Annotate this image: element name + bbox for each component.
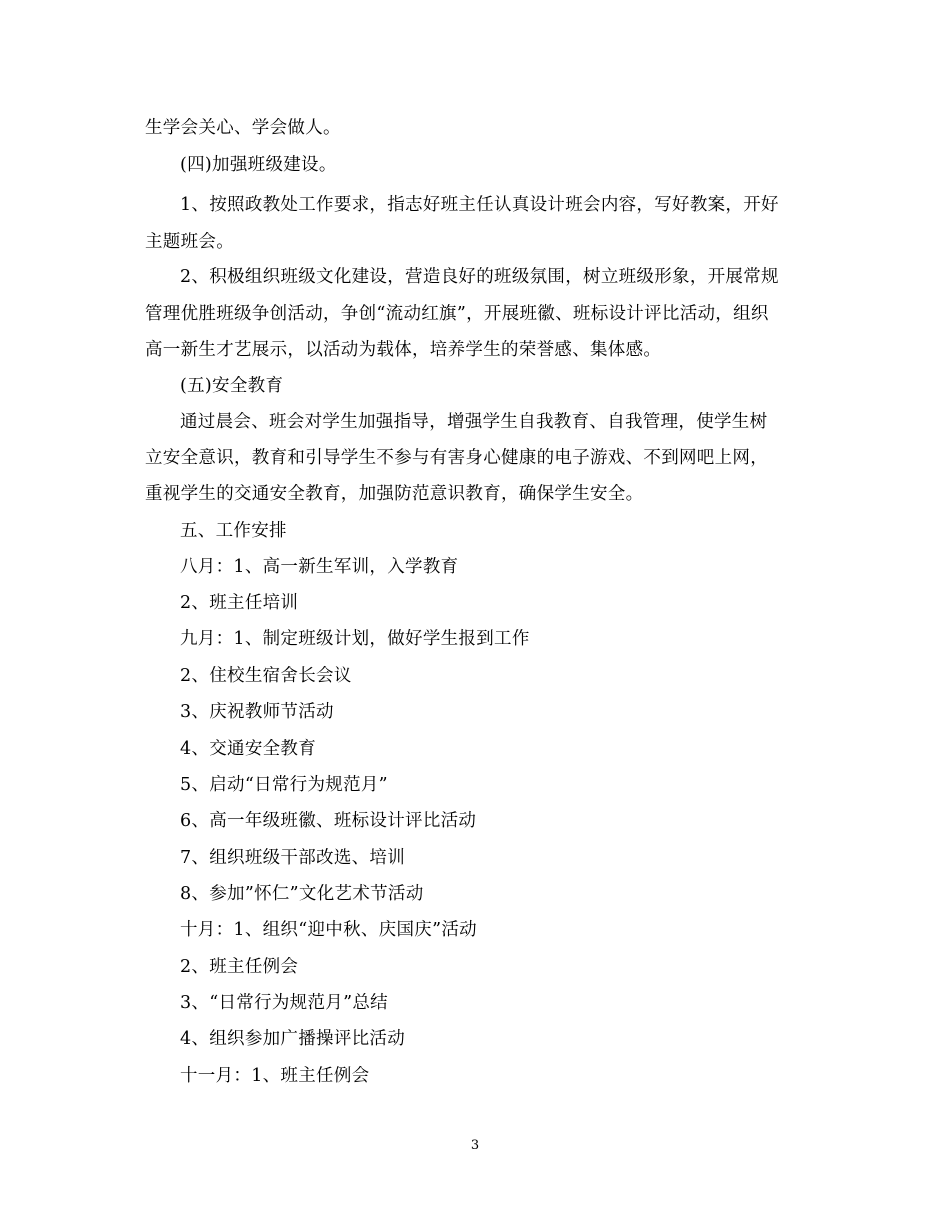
text-line: 通过晨会、班会对学生加强指导，增强学生自我教育、自我管理，使学生树 <box>180 412 768 432</box>
schedule-item: 7、组织班级干部改选、培训 <box>180 848 406 868</box>
page-number: 3 <box>470 1138 480 1153</box>
schedule-item: 2、班主任例会 <box>180 957 299 977</box>
schedule-item: 3、庆祝教师节活动 <box>180 702 334 722</box>
section-heading: (五)安全教育 <box>180 376 284 396</box>
text-line: 高一新生才艺展示，以活动为载体，培养学生的荣誉感、集体感。 <box>145 340 662 360</box>
text-line: 1、按照政教处工作要求，指志好班主任认真设计班会内容，写好教案，开好 <box>180 195 779 215</box>
text-line: 2、积极组织班级文化建设，营造良好的班级氛围，树立班级形象，开展常规 <box>180 267 779 287</box>
schedule-item: 2、住校生宿舍长会议 <box>180 666 352 686</box>
schedule-item: 6、高一年级班徽、班标设计评比活动 <box>180 811 477 831</box>
schedule-item: 十月：1、组织“迎中秋、庆国庆”活动 <box>180 920 477 940</box>
schedule-item: 八月：1、高一新生军训，入学教育 <box>180 557 459 577</box>
schedule-item: 十一月：1、班主任例会 <box>180 1066 370 1086</box>
schedule-item: 5、启动“日常行为规范月” <box>180 775 388 795</box>
text-line: 立安全意识，教育和引导学生不参与有害身心健康的电子游戏、不到网吧上网， <box>145 448 768 468</box>
text-line: 生学会关心、学会做人。 <box>145 118 341 138</box>
schedule-item: 2、班主任培训 <box>180 593 299 613</box>
schedule-item: 4、交通安全教育 <box>180 739 317 759</box>
schedule-item: 4、组织参加广播操评比活动 <box>180 1029 406 1049</box>
section-heading: (四)加强班级建设。 <box>180 155 337 175</box>
schedule-item: 九月：1、制定班级计划，做好学生报到工作 <box>180 629 530 649</box>
schedule-item: 3、“日常行为规范月”总结 <box>180 993 388 1013</box>
text-line: 主题班会。 <box>145 232 234 252</box>
text-line: 管理优胜班级争创活动，争创“流动红旗”，开展班徽、班标设计评比活动，组织 <box>145 304 769 324</box>
section-heading: 五、工作安排 <box>180 521 287 541</box>
schedule-item: 8、参加”怀仁”文化艺术节活动 <box>180 884 424 904</box>
text-line: 重视学生的交通安全教育，加强防范意识教育，确保学生安全。 <box>145 484 644 504</box>
